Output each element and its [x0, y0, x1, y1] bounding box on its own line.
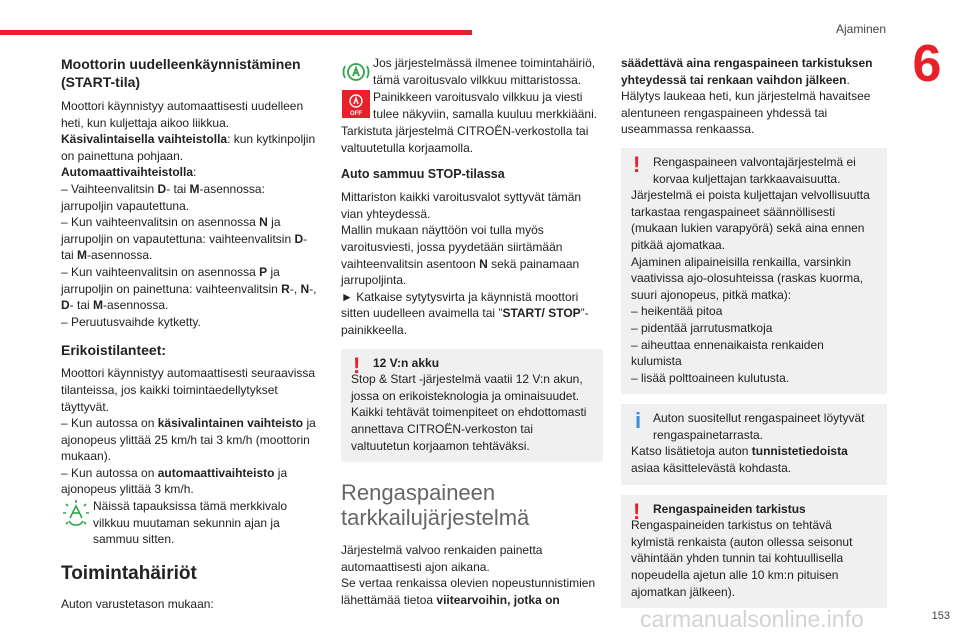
pressure-check-warning-box	[621, 495, 887, 609]
list-item: – aiheuttaa ennenaikaista renkaiden kulumista	[631, 337, 824, 369]
battery-warning-box	[341, 349, 603, 463]
paragraph: Se vertaa renkaissa olevien nopeustunnistimien lähettämää tietoa viitearvoihin, jotka on	[341, 576, 596, 607]
warning-text: Rengaspaineiden tarkistus on tehtävä kylmistä renkaista (auton ollessa seisonut vähintään yhden tunnin tai kohtuullisella nopeudella ajetun alle 10 km:n pituisen ajomatkan jälkeen).	[631, 518, 853, 599]
info-icon: i	[635, 408, 642, 434]
warning-text: Stop & Start -järjestelmä vaatii 12 V:n akun, jossa on erikoisteknologia ja ominaisuudet.	[351, 372, 583, 403]
paragraph: Järjestelmä valvoo renkaiden painetta automaattisesti ajon aikana.	[341, 543, 543, 574]
list-item: – Kun autossa on käsivalintainen vaihteisto ja ajonopeus ylittää 25 km/h tai 3 km/h (moottorin mukaan).	[61, 416, 316, 464]
warning-icon: !	[633, 498, 641, 524]
column-3	[621, 55, 887, 618]
heading-stall: Auto sammuu STOP-tilassa	[341, 167, 505, 182]
list-item: – pidentää jarrutusmatkoja	[631, 320, 773, 335]
paragraph: Hälytys laukeaa heti, kun järjestelmä havaitsee alentuneen rengaspaineen yhdessä tai useammassa renkaassa.	[621, 89, 871, 137]
svg-text:OFF: OFF	[350, 111, 362, 117]
column-1	[61, 55, 319, 612]
paragraph: Moottori käynnistyy automaattisesti seuraavissa tilanteissa, jos kaikki toimintaedellytykset täyttyvät.	[61, 366, 316, 414]
paragraph: säädettävä aina rengaspaineen tarkistuksen yhteydessä tai renkaan vaihdon jälkeen.	[621, 56, 873, 87]
info-text: Katso lisätietoja auton tunnistetiedoista asiaa käsittelevästä kohdasta.	[631, 444, 848, 476]
header-accent-bar	[0, 30, 472, 35]
paragraph: Auton varustetason mukaan:	[61, 596, 214, 611]
fault-note-text: Jos järjestelmässä ilmenee toimintahäiriö, tämä varoitusvalo vilkkuu mittaristossa.	[373, 56, 596, 87]
autostart-note	[61, 498, 319, 548]
list-item: – Kun autossa on automaattivaihteisto ja ajonopeus ylittää 3 km/h.	[61, 465, 288, 497]
list-item: – Peruutusvaihde kytketty.	[61, 314, 201, 329]
heading-fault: Toimintahäiriöt	[61, 562, 197, 584]
paragraph: Mittariston kaikki varoitusvalot syttyvät tämän vian yhteydessä.	[341, 190, 582, 221]
list-item: – heikentää pitoa	[631, 304, 723, 319]
off-button-note	[341, 89, 603, 123]
stop-start-blink-icon	[61, 498, 91, 528]
stop-start-off-button-icon	[341, 89, 371, 119]
warning-title: 12 V:n akku	[373, 355, 440, 370]
paragraph: Käsivalintaisella vaihteistolla: kun kytkinpoljin on painettuna pohjaan.	[61, 132, 316, 163]
section-title: Ajaminen	[835, 22, 886, 36]
info-box	[621, 404, 887, 484]
list-item: – lisää polttoaineen kulutusta.	[631, 370, 790, 385]
info-text: Auton suositellut rengaspaineet löytyvät rengaspainetarrasta.	[653, 411, 865, 442]
list-item: – Kun vaihteenvalitsin on asennossa P ja jarrupoljin on painettuna: vaihteenvalitsin R-, N-, D- tai M-asennossa.	[61, 264, 317, 313]
heading-tpms: Rengaspaineen tarkkailujärjestelmä	[341, 480, 530, 531]
paragraph: Automaattivaihteistolla:	[61, 165, 197, 180]
warning-icon: !	[633, 151, 641, 177]
warning-text: Kaikki tehtävät toimenpiteet on ehdottomasti annettava CITROËN-verkoston tai valtuutetun korjaamon tehtäväksi.	[351, 405, 587, 453]
warning-text: Rengaspaineen valvontajärjestelmä ei korvaa kuljettajan tarkkaavaisuutta.	[653, 154, 856, 186]
autostart-note-text: Näissä tapauksissa tämä merkkivalo vilkkuu muutaman sekunnin ajan ja sammuu sitten.	[93, 499, 288, 547]
chapter-number: 6	[912, 35, 942, 93]
warning-title: Rengaspaineiden tarkistus	[653, 501, 806, 516]
fault-warning-note	[341, 55, 603, 89]
warning-text: Ajaminen alipaineisilla renkailla, varsinkin vaativissa ajo-olosuhteissa (raskas kuorma, suuri ajonopeus, pitkä matka):	[631, 254, 864, 302]
tpms-warning-box	[621, 148, 887, 394]
page-number: 153	[931, 610, 950, 622]
heading-special: Erikoistilanteet:	[61, 342, 167, 359]
watermark: carmanualsonline.info	[640, 606, 864, 632]
warning-icon: !	[353, 352, 361, 378]
column-2	[341, 55, 603, 608]
stop-start-fault-icon	[341, 57, 371, 87]
paragraph: Mallin mukaan näyttöön voi tulla myös varoitusviesti, jossa pyydetään siirtämään vaihteenvalitsin asentoon N sekä painamaan jarrupoljinta.	[341, 223, 580, 288]
list-item: – Kun vaihteenvalitsin on asennossa N ja jarrupoljin on vapautettuna: vaihteenvalitsin D- tai M-asennossa.	[61, 215, 308, 263]
warning-text: Järjestelmä ei poista kuljettajan velvollisuutta tarkastaa rengaspaineet säännöllisesti (mukaan lukien varapyörä) sekä aina ennen pitkää ajomatkaa.	[631, 188, 870, 252]
heading-restart: Moottorin uudelleenkäynnistäminen (START-tila)	[61, 56, 301, 90]
off-note-text: Painikkeen varoitusvalo vilkkuu ja viesti tulee näkyviin, samalla kuuluu merkkiääni.	[373, 90, 598, 121]
paragraph: ► Katkaise sytytysvirta ja käynnistä moottori sitten uudelleen avaimella tai ”START/ STOP”-painikkeella.	[341, 289, 589, 337]
paragraph: Moottori käynnistyy automaattisesti uudelleen heti, kun kuljettaja aikoo liikkua.	[61, 99, 304, 130]
list-item: – Vaihteenvalitsin D- tai M-asennossa: jarrupoljin vapautettuna.	[61, 181, 265, 213]
paragraph: Tarkistuta järjestelmä CITROËN-verkostolla tai valtuutetulla korjaamolla.	[341, 124, 589, 155]
